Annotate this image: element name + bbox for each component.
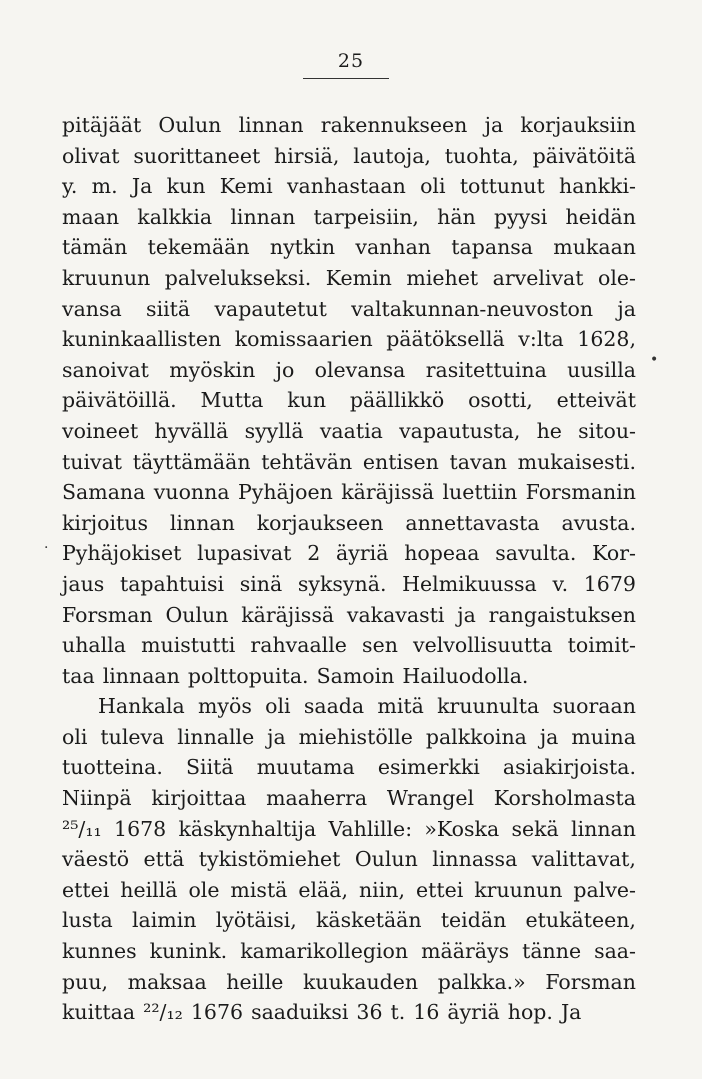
text-line: uhalla muistutti rahvaalle sen velvollisuutta toimit-	[62, 633, 636, 658]
text-line: Pyhäjokiset lupasivat 2 äyriä hopeaa savulta. Kor-	[62, 541, 636, 566]
header-rule	[303, 78, 389, 79]
text-line: kirjoitus linnan korjaukseen annettavasta avusta.	[62, 510, 636, 535]
text-line: puu, maksaa heille kuukauden palkka.» Forsman	[62, 969, 636, 994]
text-line: oli tuleva linnalle ja miehistölle palkkoina ja muina	[62, 724, 636, 749]
page-number: 25	[337, 50, 365, 72]
text-line: tuivat täyttämään tehtävän entisen tavan mukaisesti.	[62, 449, 636, 474]
text-line: Forsman Oulun käräjissä vakavasti ja rangaistuksen	[62, 602, 636, 627]
text-line: ²⁵/₁₁ 1678 käskynhaltija Vahlille: »Koska sekä linnan	[62, 816, 636, 841]
text-line: sanoivat myöskin jo olevansa rasitettuina uusilla	[62, 357, 636, 382]
text-line: kuittaa ²²/₁₂ 1676 saaduiksi 36 t. 16 äyriä hop. Ja	[62, 1000, 582, 1025]
text-line: kuninkaallisten komissaarien päätöksellä v:lta 1628,	[62, 327, 636, 352]
text-line: Samana vuonna Pyhäjoen käräjissä luettiin Forsmanin	[62, 480, 636, 505]
text-line: maan kalkkia linnan tarpeisiin, hän pyysi heidän	[62, 204, 636, 229]
text-line: voineet hyvällä syyllä vaatia vapautusta, he sitou-	[62, 418, 636, 443]
text-line: kunnes kunink. kamarikollegion määräys tänne saa-	[62, 939, 636, 964]
text-line: pitäjäät Oulun linnan rakennukseen ja korjauksiin	[62, 113, 636, 137]
margin-dot: •	[650, 352, 659, 368]
text-line: kruunun palvelukseksi. Kemin miehet arvelivat ole-	[62, 265, 636, 290]
text-line: y. m. Ja kun Kemi vanhastaan oli tottunut hankki-	[62, 174, 636, 199]
text-line: taa linnaan polttopuita. Samoin Hailuodolla.	[62, 663, 529, 688]
text-line: tuotteina. Siitä muutama esimerkki asiakirjoista.	[62, 755, 636, 780]
text-line: Hankala myös oli saada mitä kruunulta suoraan	[98, 694, 636, 719]
text-line: päivätöillä. Mutta kun päällikkö osotti, etteivät	[62, 388, 636, 413]
text-line: väestö että tykistömiehet Oulun linnassa valittavat,	[62, 847, 636, 872]
body-text	[62, 110, 636, 1028]
text-line: lusta laimin lyötäisi, käsketään teidän etukäteen,	[62, 908, 636, 933]
text-line: vansa siitä vapautetut valtakunnan-neuvoston ja	[62, 296, 636, 321]
margin-dot: ·	[44, 540, 49, 556]
text-line: Niinpä kirjoittaa maaherra Wrangel Korsholmasta	[62, 786, 636, 811]
text-line: ettei heillä ole mistä elää, niin, ettei kruunun palve-	[62, 877, 636, 902]
text-line: tämän tekemään nytkin vanhan tapansa mukaan	[62, 235, 636, 260]
text-line: olivat suorittaneet hirsiä, lautoja, tuohta, päivätöitä	[62, 143, 636, 168]
text-line: jaus tapahtuisi sinä syksynä. Helmikuussa v. 1679	[62, 571, 636, 596]
